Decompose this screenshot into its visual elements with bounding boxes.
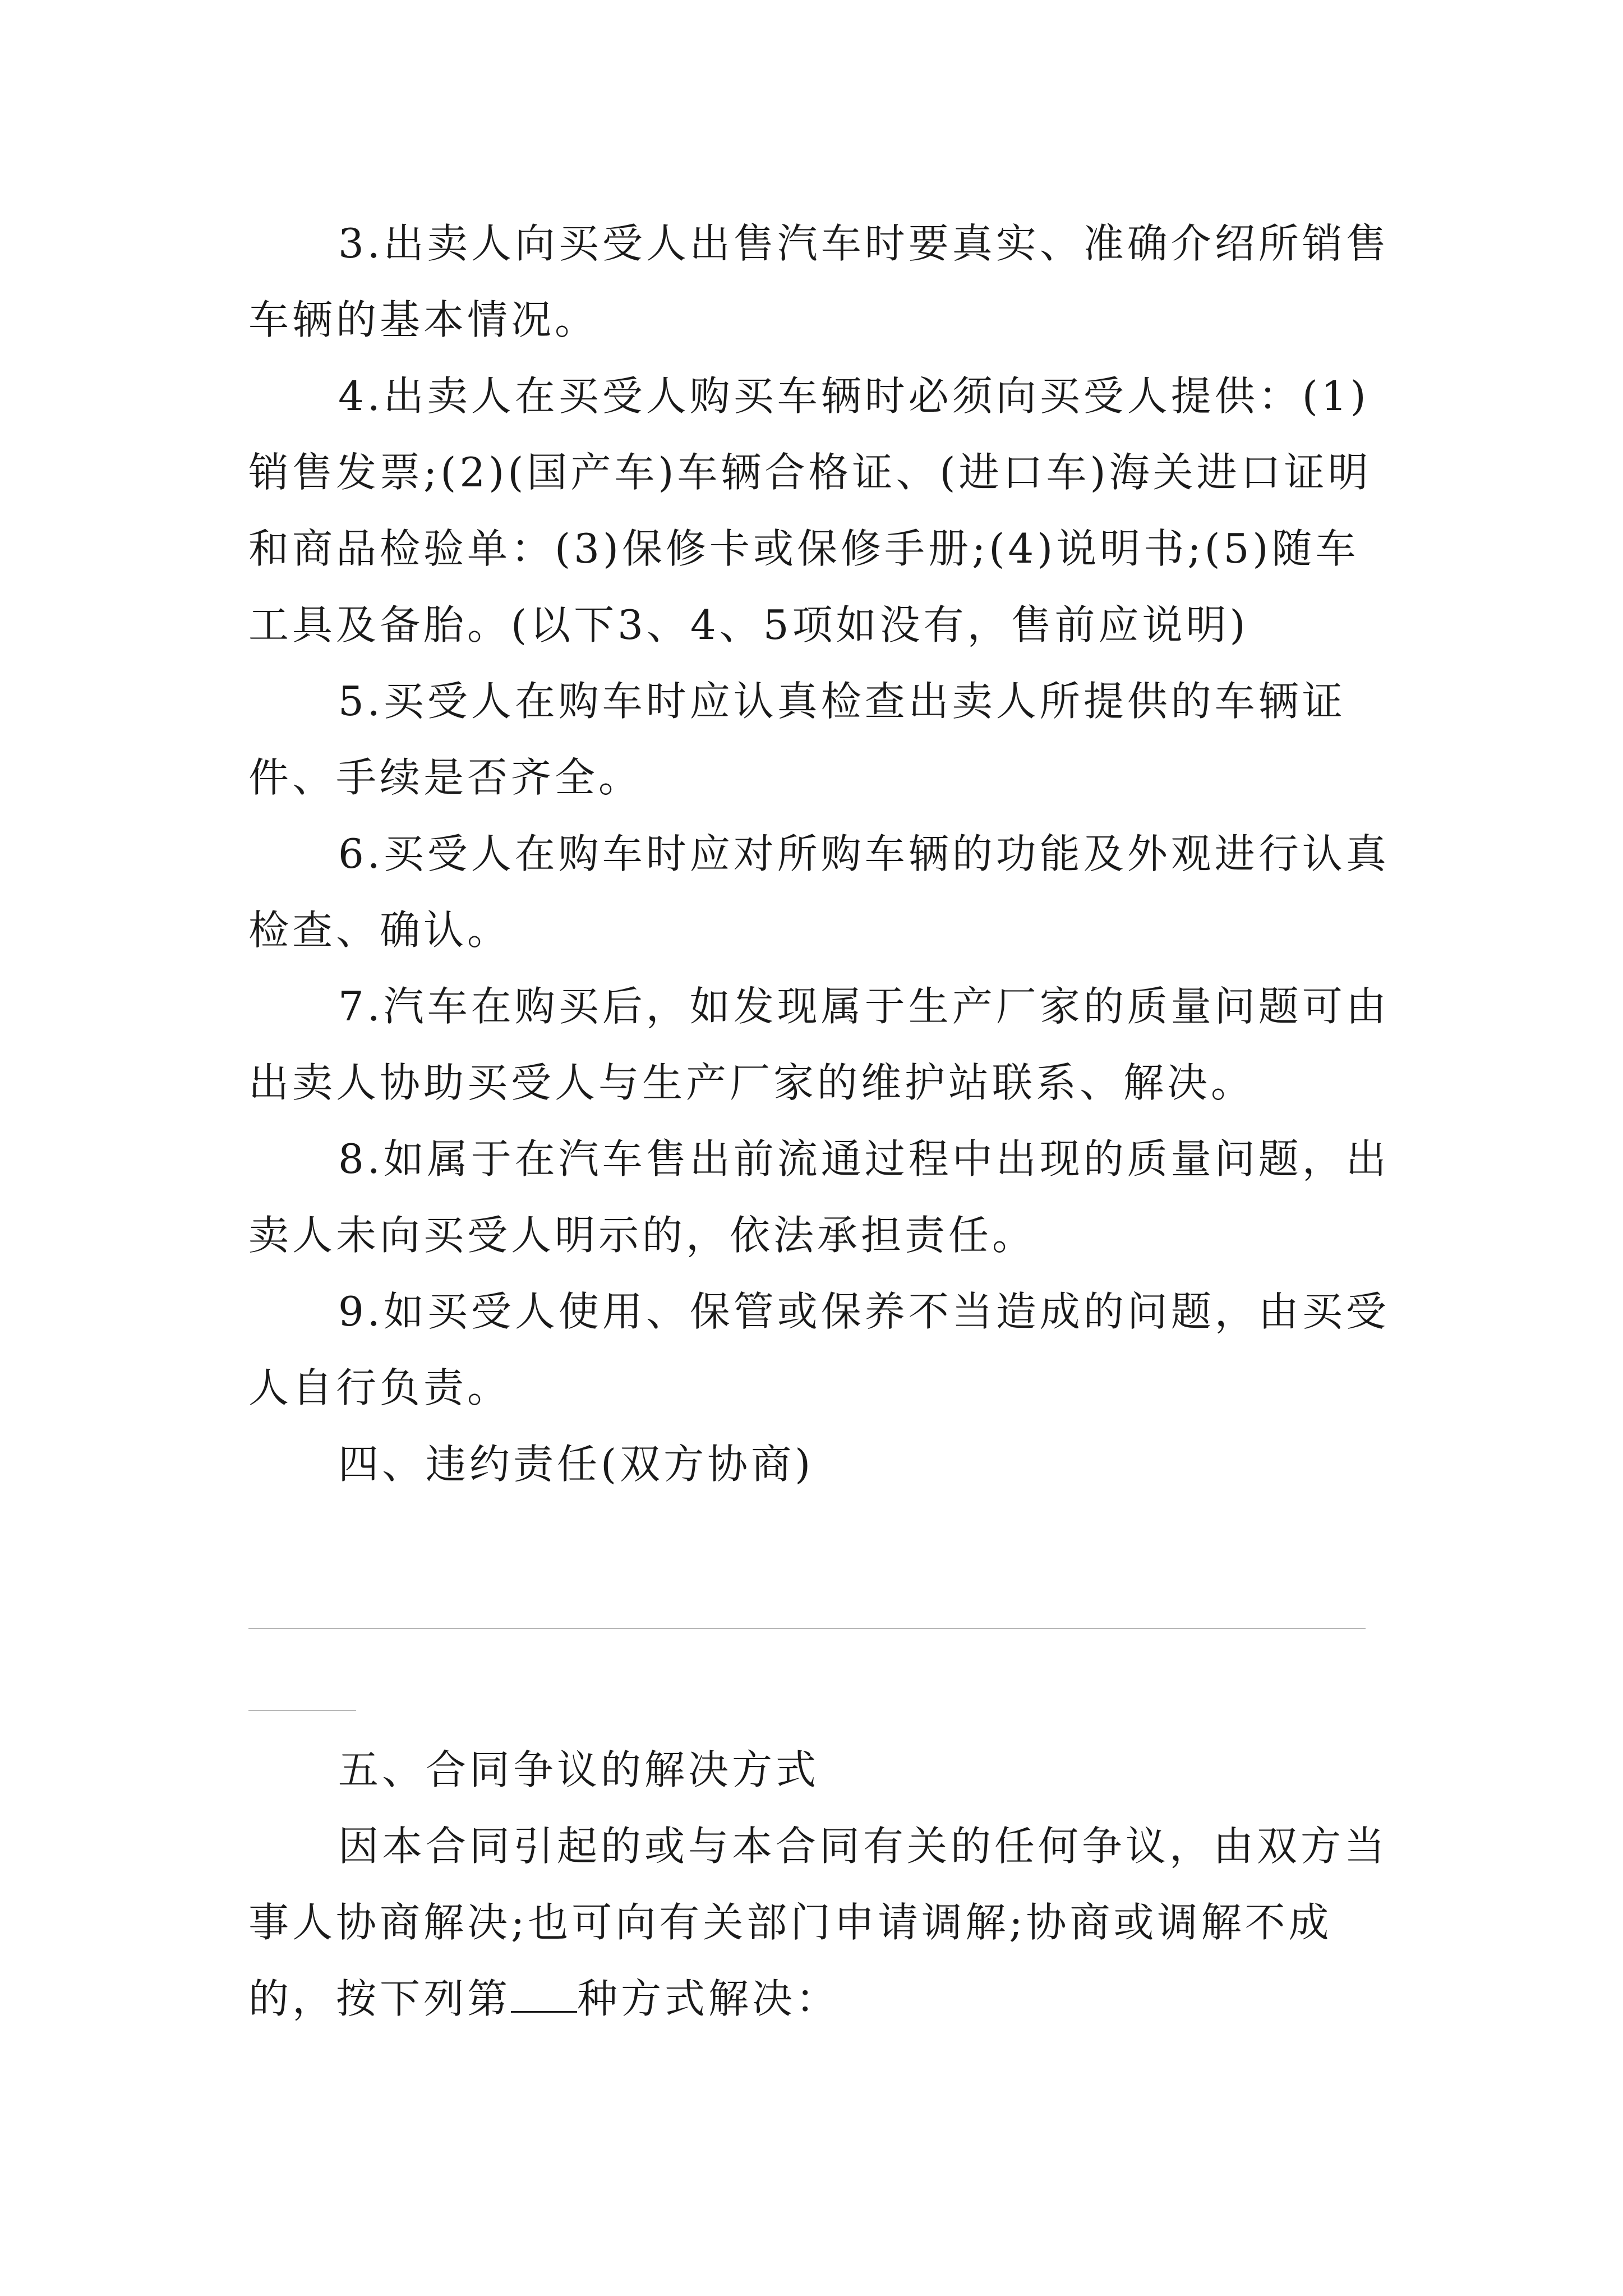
clause-3: 3.出卖人向买受人出售汽车时要真实、准确介绍所销售车辆的基本情况。 xyxy=(248,220,1390,343)
clause-5: 5.买受人在购车时应认真检查出卖人所提供的车辆证件、手续是否齐全。 xyxy=(248,678,1346,801)
fill-in-line-continuation xyxy=(248,1710,356,1711)
dispute-text: 因本合同引起的或与本合同有关的任何争议，由双方当事人协商解决;也可向有关部门申请调解;协商或调解不成的，按下列第 xyxy=(248,1823,1389,2022)
option-number-blank xyxy=(511,1977,577,2013)
clause-8: 8.如属于在汽车售出前流通过程中出现的质量问题，出卖人未向买受人明示的，依法承担责任。 xyxy=(248,1135,1390,1259)
dispute-text-end: 种方式解决： xyxy=(577,1975,840,2022)
clause-4: 4.出卖人在买受人购买车辆时必须向买受人提供：(1)销售发票;(2)(国产车)车辆合格证、(进口车)海关进口证明和商品检验单：(3)保修卡或保修手册;(4)说明书;(5)随车工具及备胎。(以下3、4、5项如没有，售前应说明) xyxy=(248,372,1372,648)
dispute-resolution-paragraph xyxy=(248,1808,1393,2037)
clause-7: 7.汽车在购买后，如发现属于生产厂家的质量问题可由出卖人协助买受人与生产厂家的维护站联系、解决。 xyxy=(248,983,1390,1106)
section-heading-breach-liability: 四、违约责任(双方协商) xyxy=(338,1441,814,1488)
clause-9: 9.如买受人使用、保管或保养不当造成的问题，由买受人自行负责。 xyxy=(248,1288,1390,1411)
clause-6: 6.买受人在购车时应对所购车辆的功能及外观进行认真检查、确认。 xyxy=(248,830,1390,954)
fill-in-line xyxy=(248,1628,1366,1629)
section-heading-dispute-resolution: 五、合同争议的解决方式 xyxy=(338,1746,820,1793)
